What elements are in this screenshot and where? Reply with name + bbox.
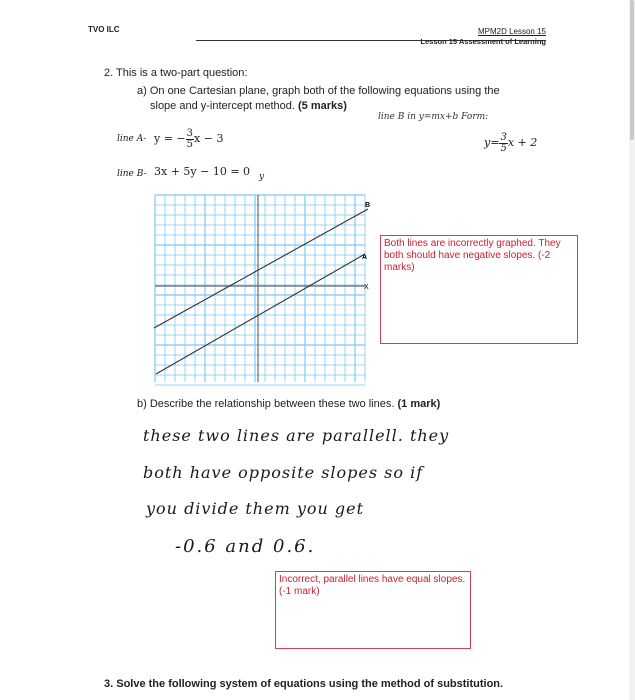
equation-a-denominator: 5 bbox=[186, 138, 194, 150]
equation-a-rhs: x − 3 bbox=[194, 132, 224, 145]
answer-line-4: -0.6 and 0.6. bbox=[175, 536, 316, 557]
org-name: TVO ILC bbox=[88, 25, 120, 34]
part-a-line2-text: slope and y-intercept method. bbox=[150, 100, 298, 112]
question-2-heading: 2. This is a two-part question: bbox=[104, 67, 248, 79]
answer-line-2: both have opposite slopes so if bbox=[143, 463, 424, 482]
answer-line-3: you divide them you get bbox=[146, 499, 365, 518]
part-a-text: a) On one Cartesian plane, graph both of the following equations using the bbox=[137, 85, 500, 97]
feedback-part-b: Incorrect, parallel lines have equal slopes. (-1 mark) bbox=[275, 571, 471, 649]
line-a-label: line A- bbox=[117, 134, 147, 144]
line-b-note-fraction bbox=[499, 133, 507, 154]
scrollbar-thumb[interactable] bbox=[630, 0, 634, 140]
equation-a bbox=[154, 122, 223, 156]
course-code: MPM2D Lesson 15 bbox=[477, 27, 546, 36]
part-a-marks: (5 marks) bbox=[297, 100, 347, 112]
lesson-title: Lesson 15 Assessment of Learning bbox=[420, 37, 546, 46]
graph-label-a: A bbox=[362, 254, 368, 261]
graph-label-b: B bbox=[365, 202, 371, 209]
part-a-line2 bbox=[150, 100, 347, 112]
equation-a-numerator: 3 bbox=[186, 127, 194, 139]
cartesian-graph bbox=[150, 192, 380, 392]
line-b-note-lhs: y= bbox=[484, 136, 500, 149]
part-b-question: b) Describe the relationship between these two lines. bbox=[137, 398, 398, 410]
line-b-note-rhs: x + 2 bbox=[507, 136, 538, 149]
part-b-text bbox=[137, 398, 440, 410]
line-b-note-title: line B in y=mx+b Form: bbox=[378, 112, 489, 122]
equation-b: 3x + 5y − 10 = 0 bbox=[154, 165, 251, 178]
line-b-note-denominator: 5 bbox=[500, 142, 507, 154]
line-b-label: line B- bbox=[117, 169, 147, 179]
equation-a-lhs: y = − bbox=[154, 132, 186, 145]
answer-line-1: these two lines are parallell. they bbox=[143, 426, 450, 445]
feedback-part-a: Both lines are incorrectly graphed. They both should have negative slopes. (-2 marks) bbox=[380, 235, 578, 344]
scrollbar[interactable] bbox=[629, 0, 635, 700]
line-b-note-equation bbox=[484, 127, 537, 159]
equation-b-y-mark: y bbox=[259, 172, 265, 182]
line-a-plot bbox=[156, 254, 368, 374]
line-b-note-numerator: 3 bbox=[500, 131, 507, 143]
equation-a-fraction bbox=[186, 129, 194, 150]
graph-label-x: X bbox=[364, 284, 369, 291]
line-b-plot bbox=[154, 209, 368, 328]
question-3-text: 3. Solve the following system of equations using the method of substitution. bbox=[104, 678, 504, 690]
part-b-marks: (1 mark) bbox=[397, 398, 441, 410]
